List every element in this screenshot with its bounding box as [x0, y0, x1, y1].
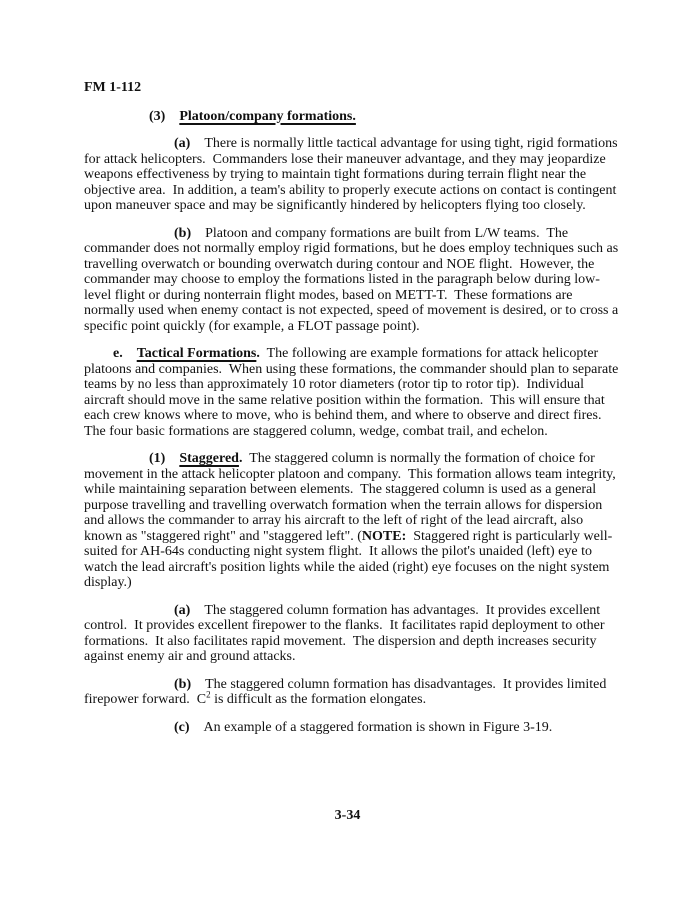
paragraph-1a-advantages — [84, 603, 620, 665]
paragraph-1b-disadvantages — [84, 677, 620, 708]
c2-superscript: 2 — [206, 689, 211, 700]
paragraph-1b-label: (b) — [174, 676, 192, 692]
paragraph-a-label: (a) — [174, 136, 191, 151]
note-label: NOTE: — [361, 528, 407, 544]
paragraph-1a-label: (a) — [174, 602, 191, 618]
section-1-label: (1) — [149, 451, 166, 466]
section-e-title: Tactical Formations — [136, 346, 257, 361]
paragraph-1c-text: An example of a staggered formation is shown in Figure 3-19. — [203, 719, 553, 735]
paragraph-a-text: There is normally little tactical advantage for using tight, rigid formations for attack helicopters. Commanders lose their maneuver advantage, and they may jeopardize weapons effectiveness by trying to maintain tight formations during terrain flight near the objective area. In addition, a team's ability to properly execute actions on contact is contingent upon maneuver space and may be significantly hindered by helicopters flying too closely. — [84, 136, 622, 213]
section-e-title-period: . — [256, 346, 260, 361]
section-e-label: e. — [113, 346, 123, 361]
section-e-text: The following are example formations for attack helicopter platoons and companies. When using these formations, the commander should plan to separate teams by no less than approximately 10 rotor diameters (rotor tip to rotor tip). Individual aircraft should move in the same relative position within the formation. This will ensure that each crew knows where to move, who is behind them, and where to observe and direct fires. The four basic formations are staggered column, wedge, combat trail, and echelon. — [84, 346, 622, 439]
section-1-staggered — [84, 451, 620, 591]
section-1-title-period: . — [238, 451, 243, 466]
heading-platoon-company-formations — [84, 109, 620, 125]
section-e-tactical-formations — [84, 346, 620, 439]
paragraph-1c-label: (c) — [174, 719, 190, 735]
heading-title: Platoon/company formations. — [179, 108, 356, 124]
paragraph-b — [84, 226, 620, 335]
paragraph-a — [84, 136, 620, 214]
paragraph-1b-text-before-superscript: The staggered column formation has disadvantages. It provides limited firepower forward. C — [84, 676, 610, 707]
section-1-text-before-note: The staggered column is normally the formation of choice for movement in the attack helicopter platoon and company. This formation allows team integrity, while maintaining separation between elements. The staggered column is used as a general purpose travelling and travelling overwatch formation when the terrain allows for dispersion and allows the commander to array his aircraft to the left of right of the lead aircraft, also known as "staggered right" and "staggered left". ( — [84, 451, 620, 544]
paragraph-b-label: (b) — [174, 225, 192, 241]
section-1-text-after-note: Staggered right is particularly well-suited for AH-64s conducting night system flight. It allows the pilot's unaided (left) eye to watch the lead aircraft's position lights while the aided (right) eye focuses on the night system display.) — [84, 528, 613, 590]
section-1-title: Staggered — [179, 451, 239, 466]
page-number: 3-34 — [334, 808, 361, 823]
paragraph-1a-text: The staggered column formation has advantages. It provides excellent control. It provides excellent firepower to the flanks. It facilitates rapid deployment to other formations. It also facilitates rapid movement. The dispersion and depth increases security against enemy air and ground attacks. — [84, 602, 609, 664]
doc-id: FM 1-112 — [84, 80, 142, 95]
paragraph-1b-text-after-superscript: is difficult as the formation elongates. — [210, 692, 427, 707]
heading-label: (3) — [149, 108, 166, 124]
document-body — [84, 80, 620, 747]
paragraph-1c-figure-reference — [84, 720, 620, 736]
paragraph-b-text: Platoon and company formations are built from L/W teams. The commander does not normally employ rigid formations, but he does employ techniques such as travelling overwatch or bounding overwatch during contour and NOE flight. However, the commander may choose to employ the formations listed in the paragraph below during low-level flight or during nonterrain flight modes, based on METT-T. These formations are normally used when enemy contact is not expected, speed of movement is desired, or to cross a specific point quickly (for example, a FLOT passage point). — [84, 225, 622, 334]
